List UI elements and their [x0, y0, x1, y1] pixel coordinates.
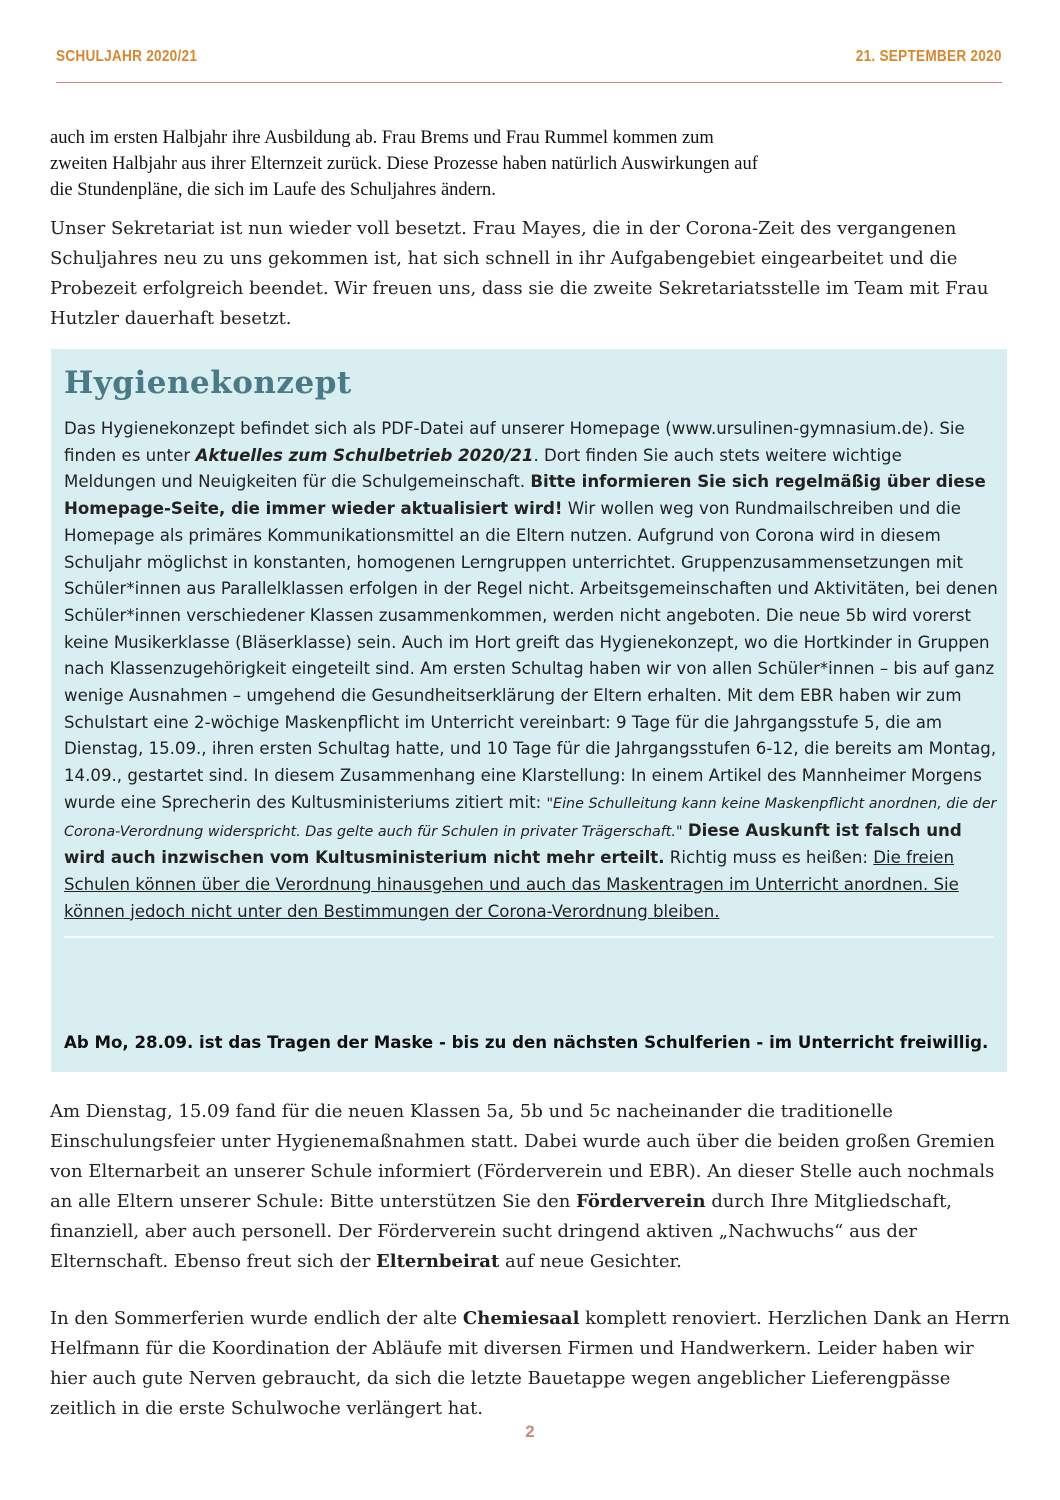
hygiene-text-2: . Dort finden Sie auch stets weitere wichtige Meldungen und Neuigkeiten für die Schulgemeinschaft. — [64, 445, 902, 492]
page-number: 2 — [525, 1422, 535, 1441]
einschulung-text-2: durch Ihre Mitgliedschaft, finanziell, aber auch personell. Der Förderverein sucht dringend aktiven „Nachwuchs“ aus der Elternschaft. Ebenso freut sich der — [50, 1191, 953, 1272]
mask-voluntary-notice: Ab Mo, 28.09. ist das Tragen der Maske - bis zu den nächsten Schulferien - im Unterricht freiwillig. — [64, 1033, 989, 1052]
homepage-notice: Bitte informieren Sie sich regelmäßig über diese Homepage-Seite, die immer wieder aktualisiert wird! — [64, 472, 986, 519]
chemie-text-1: In den Sommerferien wurde endlich der alte — [50, 1308, 463, 1329]
hygiene-title: Hygienekonzept — [64, 365, 352, 401]
einschulung-paragraph — [50, 1097, 1015, 1277]
header-school-year: SCHULJAHR 2020/21 — [56, 48, 198, 65]
box-divider — [64, 936, 994, 938]
sekretariat-paragraph: Unser Sekretariat ist nun wieder voll besetzt. Frau Mayes, die in der Corona-Zeit des vergangenen Schuljahres neu zu uns gekommen ist, hat sich schnell in ihr Aufgabengebiet eingearbeitet und die Probezeit erfolgreich beendet. Wir freuen uns, dass sie die zweite Sekretariatsstelle im Team mit Frau Hutzler dauerhaft besetzt. — [50, 218, 989, 329]
page-header — [56, 44, 1002, 83]
chemiesaal-label: Chemiesaal — [462, 1308, 580, 1329]
chemie-text-2: komplett renoviert. Herzlichen Dank an Herrn Helfmann für die Koordination der Abläufe mit diversen Firmen und Handwerkern. Leider haben wir hier auch gute Nerven gebraucht, da sich die letzte Bauetappe wegen angeblicher Lieferengpässe zeitlich in die erste Schulwoche verlängert hat. — [50, 1308, 1010, 1419]
correction-statement: Diese Auskunft ist falsch und wird auch inzwischen vom Kultusministerium nicht mehr erteilt. — [64, 820, 962, 868]
hygiene-text-5: Richtig muss es heißen: — [664, 848, 874, 868]
hygiene-text-3: Wir wollen weg von Rundmailschreiben und die Homepage als primäres Kommunikationsmittel an die Eltern nutzen. Aufgrund von Corona wird in diesem Schuljahr möglichst in konstanten, homogenen Lerngruppen unterrichtet. Gruppenzusammensetzungen mit Schüler*innen aus Parallelklassen erfolgen in der Regel nicht. Arbeitsgemeinschaften und Aktivitäten, bei denen Schüler*innen verschiedener Klassen zusammenkommen, werden nicht angeboten. Die neue 5b wird vorerst keine Musikerklasse (Bläserklasse) sein. Auch im Hort greift das Hygienekonzept, wo die Hortkinder in Gruppen nach Klassenzugehörigkeit eingeteilt sind. Am ersten Schultag haben wir von allen Schüler*innen – bis auf ganz wenige Ausnahmen – umgehend die Gesundheitserklärung der Eltern erhalten. Mit dem EBR haben wir zum Schulstart eine 2-wöchige Maskenpflicht im Unterricht vereinbart: 9 Tage für die Jahrgangsstufe 5, die am Dienstag, 15.09., ihren ersten Schultag hatte, und 10 Tage für die Jahrgangsstufen 6-12, die bereits am Montag, 14.09., gestartet sind. In diesem Zusammenhang eine Klarstellung: In einem Artikel des Mannheimer Morgens wurde eine Sprecherin des Kultusministeriums zitiert mit: — [64, 499, 998, 812]
intro-paragraph — [50, 125, 950, 203]
chemiesaal-paragraph — [50, 1304, 1015, 1424]
homepage-section-name: Aktuelles zum Schulbetrieb 2020/21 — [195, 445, 534, 465]
hygiene-info-box — [51, 349, 1007, 1072]
hygiene-text-1: Das Hygienekonzept befindet sich als PDF-Datei auf unserer Homepage (www.ursulinen-gymnasium.de). Sie finden es unter — [64, 419, 965, 465]
elternbeirat-label: Elternbeirat — [376, 1251, 500, 1272]
intro-line-2: zweiten Halbjahr aus ihrer Elternzeit zurück. Diese Prozesse haben natürlich Auswirkungen auf — [50, 154, 758, 174]
correct-rule-underlined: Die freien Schulen können über die Verordnung hinausgehen und auch das Maskentragen im Unterricht anordnen. Sie können jedoch nicht unter den Bestimmungen der Corona-Verordnung bleiben. — [64, 848, 959, 921]
foerderverein-label: Förderverein — [576, 1191, 706, 1212]
einschulung-text-3: auf neue Gesichter. — [499, 1251, 682, 1272]
intro-line-3: die Stundenpläne, die sich im Laufe des Schuljahres ändern. — [50, 180, 496, 200]
intro-line-1: auch im ersten Halbjahr ihre Ausbildung ab. Frau Brems und Frau Rummel kommen zum — [50, 128, 714, 148]
hygiene-body — [64, 416, 998, 925]
einschulung-text-1: Am Dienstag, 15.09 fand für die neuen Klassen 5a, 5b und 5c nacheinander die traditionelle Einschulungsfeier unter Hygienemaßnahmen statt. Dabei wurde auch über die beiden großen Gremien von Elternarbeit an unserer Schule informiert (Förderverein und EBR). An dieser Stelle auch nochmals an alle Eltern unserer Schule: Bitte unterstützen Sie den — [50, 1101, 995, 1212]
ministry-quote: "Eine Schulleitung kann keine Maskenpflicht anordnen, die der Corona-Verordnung widerspricht. Das gelte auch für Schulen in privater Trägerschaft." — [64, 795, 997, 840]
header-date: 21. SEPTEMBER 2020 — [856, 48, 1002, 65]
